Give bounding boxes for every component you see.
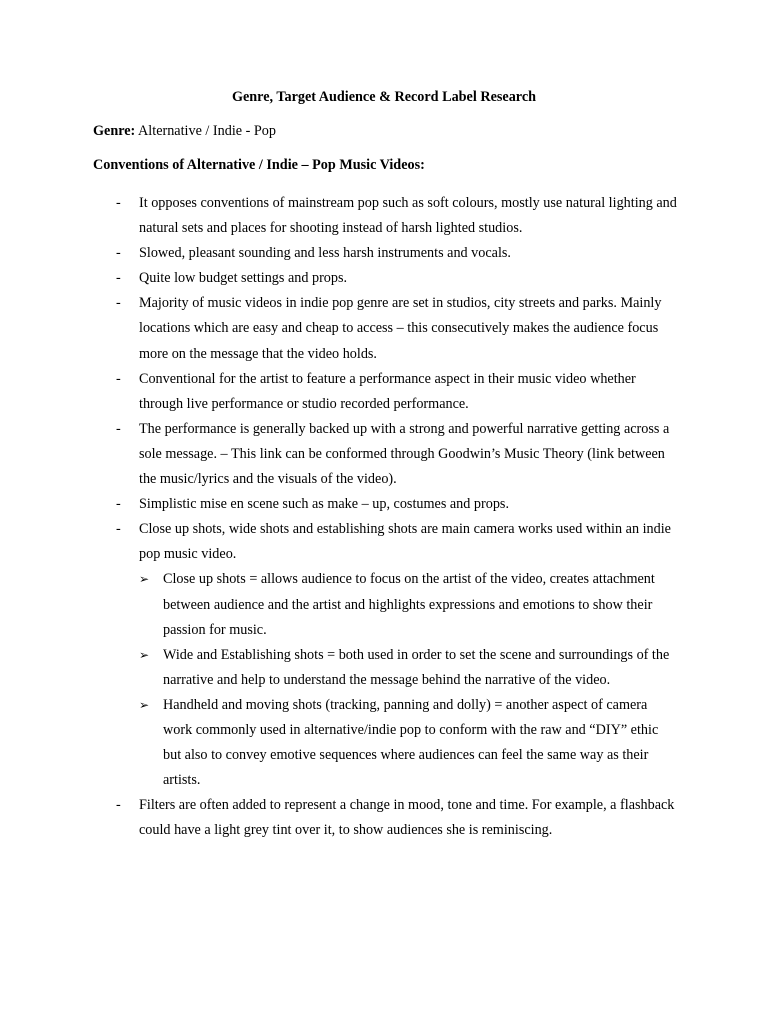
document-title: Genre, Target Audience & Record Label Research bbox=[231, 89, 537, 105]
list-item-text: Simplistic mise en scene such as make – up, costumes and props. bbox=[139, 496, 509, 513]
list-item bbox=[0, 492, 679, 517]
arrowhead-bullet-icon: ➢ bbox=[139, 647, 150, 662]
sub-list-item bbox=[0, 693, 678, 793]
list-item-text: It opposes conventions of mainstream pop such as soft colours, mostly use natural lighting and natural sets and places for shooting instead of harsh lighted studios. bbox=[139, 195, 677, 237]
list-item bbox=[0, 367, 679, 417]
list-item bbox=[0, 241, 679, 266]
dash-bullet: - bbox=[116, 245, 121, 262]
list-item bbox=[0, 517, 679, 567]
dash-bullet: - bbox=[116, 797, 121, 814]
dash-bullet: - bbox=[116, 521, 121, 538]
list-item bbox=[0, 291, 679, 366]
sub-list-item bbox=[0, 567, 678, 642]
genre-label: Genre: bbox=[93, 123, 136, 139]
dash-bullet: - bbox=[116, 420, 121, 437]
dash-bullet: - bbox=[116, 295, 121, 312]
sub-list-item-text: Wide and Establishing shots = both used in order to set the scene and surroundings of the narrative and help to understand the message behind the narrative of the video. bbox=[163, 646, 670, 688]
dash-bullet: - bbox=[116, 496, 121, 513]
list-item-text: Quite low budget settings and props. bbox=[139, 270, 348, 287]
conventions-heading: Conventions of Alternative / Indie – Pop Music Videos: bbox=[93, 157, 425, 173]
genre-value: Alternative / Indie - Pop bbox=[135, 123, 276, 139]
list-item-text: Filters are often added to represent a change in mood, tone and time. For example, a flashback could have a light grey tint over it, to show audiences she is reminiscing. bbox=[139, 797, 675, 839]
arrowhead-bullet-icon: ➢ bbox=[139, 572, 150, 587]
sub-list-item-text: Handheld and moving shots (tracking, panning and dolly) = another aspect of camera work commonly used in alternative/indie pop to conform with the raw and “DIY” ethic but also to convey emotive sequences where audiences can feel the same way as their artists. bbox=[163, 696, 659, 789]
list-item-text: The performance is generally backed up with a strong and powerful narrative getting across a sole message. – This link can be conformed through Goodwin’s Music Theory (link between the music/lyrics and the visuals of the video). bbox=[139, 420, 670, 488]
sub-list-item bbox=[0, 643, 678, 693]
genre-line bbox=[93, 120, 276, 142]
list-item-text: Conventional for the artist to feature a performance aspect in their music video whether through live performance or studio recorded performance. bbox=[139, 370, 636, 412]
dash-bullet: - bbox=[116, 195, 121, 211]
dash-bullet: - bbox=[116, 270, 121, 287]
list-item bbox=[0, 417, 679, 492]
list-item bbox=[0, 793, 679, 843]
conventions-list bbox=[0, 191, 768, 843]
arrowhead-bullet-icon: ➢ bbox=[139, 697, 150, 712]
dash-bullet: - bbox=[116, 370, 121, 387]
list-item-text: Majority of music videos in indie pop genre are set in studios, city streets and parks. Mainly locations which are easy and cheap to access – this consecutively makes the audience focus more on the message that the video holds. bbox=[139, 295, 662, 362]
list-item-text: Close up shots, wide shots and establishing shots are main camera works used within an indie pop music video. bbox=[139, 521, 671, 563]
list-item bbox=[0, 191, 679, 241]
sub-list-item-text: Close up shots = allows audience to focus on the artist of the video, creates attachment between audience and the artist and highlights expressions and emotions to show their passion for music. bbox=[163, 571, 655, 638]
list-item bbox=[0, 266, 679, 291]
list-item-text: Slowed, pleasant sounding and less harsh instruments and vocals. bbox=[139, 245, 511, 262]
